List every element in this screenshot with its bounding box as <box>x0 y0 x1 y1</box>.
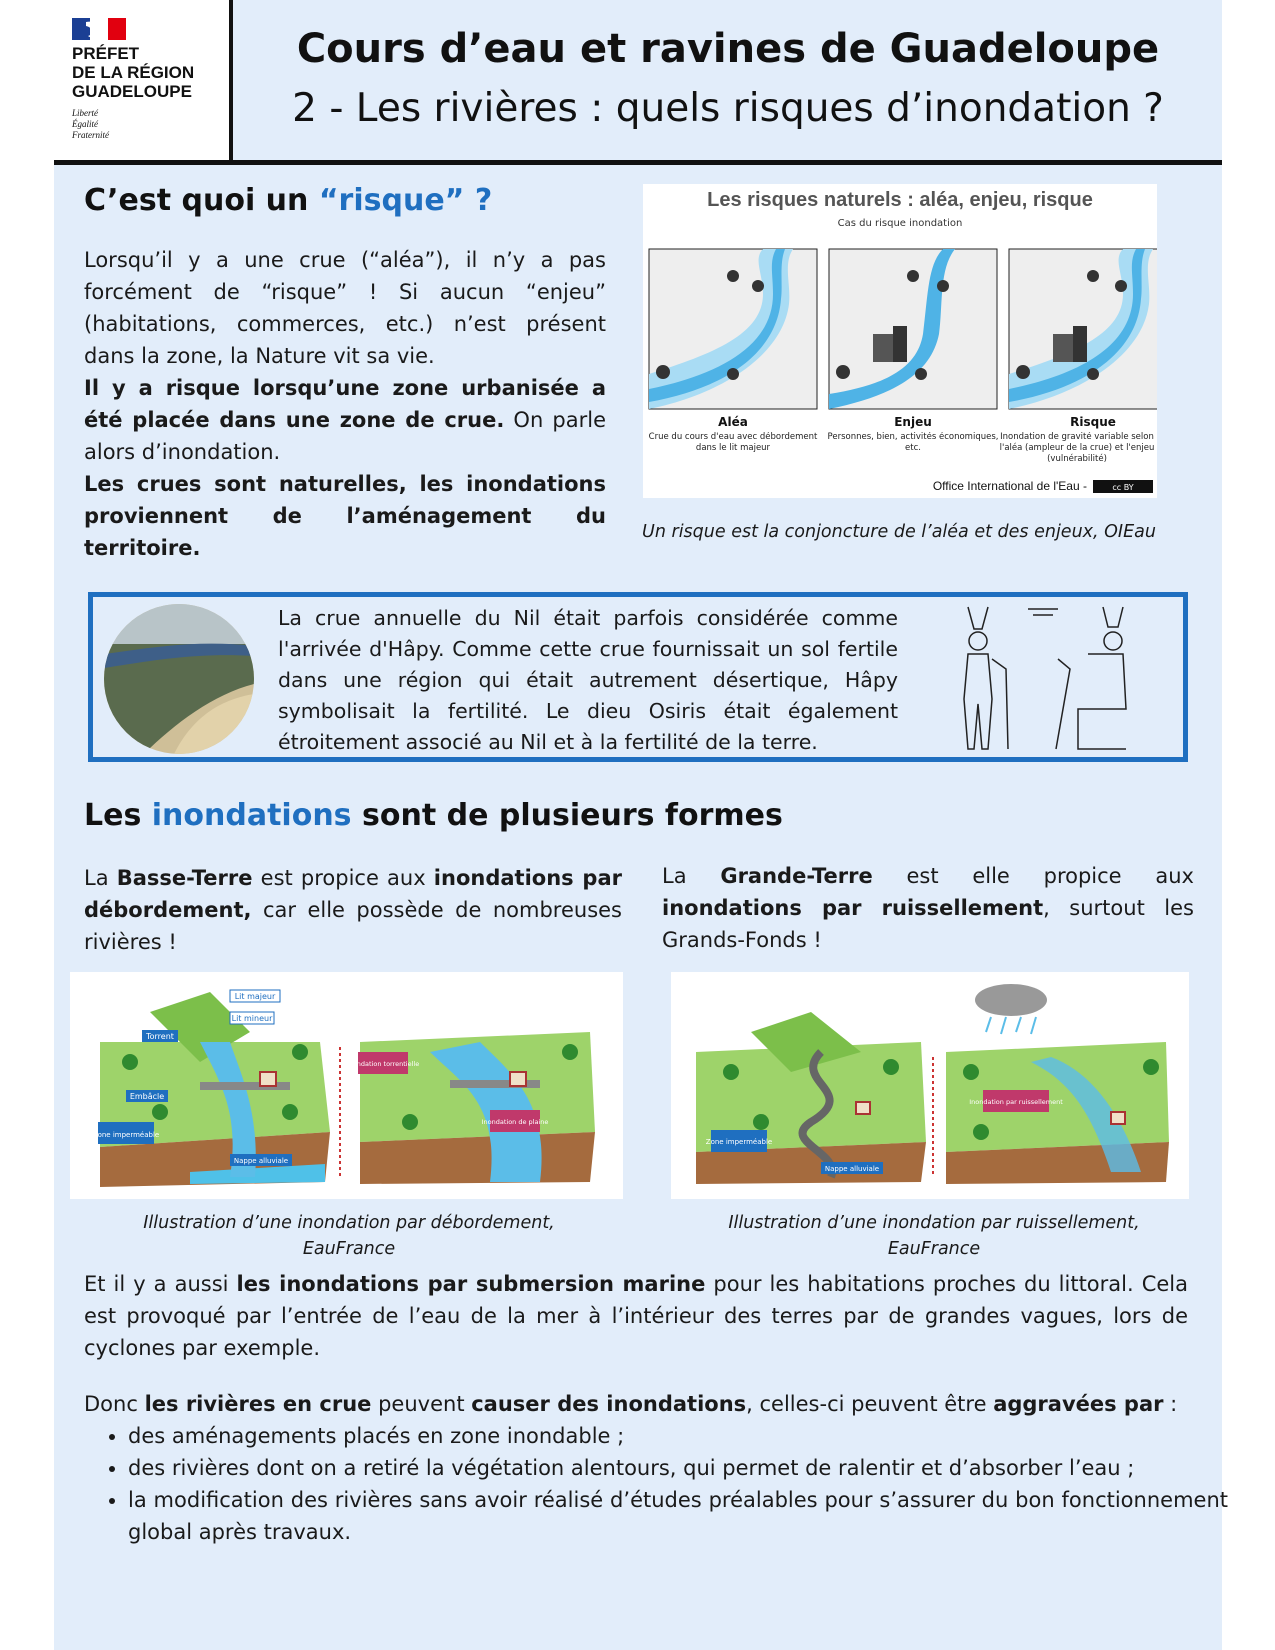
logo-motto <box>72 108 109 141</box>
bold-text: inondations par débordement, <box>84 866 622 922</box>
logo-line: GUADELOUPE <box>72 82 192 101</box>
risk-figure-subtitle: Cas du risque inondation <box>837 218 963 229</box>
risk-figure-title: Les risques naturels : aléa, enjeu, risque <box>707 189 1093 211</box>
block-right <box>946 984 1169 1184</box>
panel-alea <box>649 249 817 409</box>
panel-desc: Personnes, bien, activités économiques, etc. <box>827 432 999 453</box>
text: , celles-ci peuvent être <box>746 1392 994 1416</box>
bold-text: causer des inondations <box>471 1392 747 1416</box>
heading-highlight: “risque” ? <box>318 183 493 218</box>
egyptian-gods-illustration <box>948 599 1128 757</box>
ruissellement-illustration <box>671 972 1189 1199</box>
bold-text: Grande-Terre <box>720 864 873 888</box>
panel-desc: Inondation de gravité variable selon l'aléa (ampleur de la crue) et l'enjeu (vulnérabilité) <box>999 432 1155 464</box>
label-torrent: Torrent <box>146 1032 174 1041</box>
panel-enjeu <box>829 249 997 409</box>
risk-figure-credit: Office International de l'Eau - <box>932 479 1087 493</box>
label-inondation-plaine: Inondation de plaine <box>481 1118 549 1126</box>
list-item: • des rivières dont on a retiré la végétation alentours, qui permet de ralentir et d’absorber l’eau ; <box>128 1452 1228 1484</box>
label-lit-mineur: Lit mineur <box>231 1014 273 1023</box>
formes-heading <box>84 798 783 833</box>
risque-heading <box>84 183 492 218</box>
list-item: • des aménagements placés en zone inondable ; <box>128 1420 1228 1452</box>
panel-label: Enjeu <box>894 415 932 429</box>
label-lit-majeur: Lit majeur <box>234 992 276 1001</box>
list-item: • la modification des rivières sans avoir réalisé d’études préalables pour s’assurer du bon fonctionnement global après travaux. <box>128 1484 1228 1548</box>
page <box>54 0 1228 1650</box>
text: car elle possède de nombreuses rivières ! <box>84 898 622 954</box>
block-left <box>100 992 330 1187</box>
donc-text <box>84 1388 1188 1420</box>
block-left <box>696 1012 926 1184</box>
label-zone-impermeable: Zone imperméable <box>705 1138 773 1146</box>
text: peuvent <box>371 1392 472 1416</box>
debordement-illustration <box>70 972 623 1199</box>
bold-text: inondations par ruissellement <box>662 896 1044 920</box>
label-nappe-alluviale: Nappe alluviale <box>824 1165 880 1173</box>
bold-text: Il y a risque lorsqu’une zone urbanisée a été placée dans une zone de crue. <box>84 376 606 432</box>
cc-license-text: cc BY <box>1112 483 1134 492</box>
risque-paragraph: Lorsqu’il y a une crue (“aléa”), il n’y a pas forcément de “risque” ! Si aucun “enjeu” (habitations, commerces, etc.) n’est présent dans la zone, la Nature vit sa vie. <box>84 248 606 368</box>
panel-label: Aléa <box>718 415 748 429</box>
risque-paragraph <box>84 468 606 564</box>
text: , surtout les Grands-Fonds ! <box>662 896 1194 952</box>
nile-text: La crue annuelle du Nil était parfois considérée comme l'arrivée d'Hâpy. Comme cette crue fournissait un sol fertile dans une région qui était autrement désertique, Hâpy symbolisait la fertilité. Le dieu Osiris était également étroitement associé au Nil et à la fertilité de la terre. <box>278 606 898 754</box>
page-subtitle: 2 - Les rivières : quels risques d’inondation ? <box>292 86 1164 131</box>
text: : <box>1163 1392 1178 1416</box>
heading-text: sont de plusieurs formes <box>351 798 783 833</box>
debordement-figure <box>70 972 623 1199</box>
motto-line: Égalité <box>72 119 98 129</box>
bold-text: les inondations par submersion marine <box>236 1272 706 1296</box>
text: On parle alors d’inondation. <box>84 408 606 464</box>
text: pour les habitations proches du littoral. Cela est provoqué par l’entrée de l’eau de la mer à l’intérieur des terres par de grandes vagues, lors de cyclones par exemple. <box>84 1272 1188 1360</box>
risk-figure-caption: Un risque est la conjoncture de l’aléa et des enjeux, OIEau <box>642 522 1156 542</box>
risk-figure-art <box>643 184 1157 498</box>
ruissellement-figure <box>671 972 1189 1199</box>
risk-figure <box>643 184 1157 498</box>
panel-desc: Crue du cours d'eau avec débordement dans le lit majeur <box>648 432 818 453</box>
motto-line: Liberté <box>72 108 98 118</box>
heading-text: Les <box>84 798 152 833</box>
risque-paragraph <box>84 372 606 468</box>
heading-highlight: inondations <box>151 798 352 833</box>
ruissellement-caption: Illustration d’une inondation par ruissellement, EauFrance <box>728 1213 1140 1259</box>
bold-text: les rivières en crue <box>144 1392 372 1416</box>
grande-terre-text <box>662 860 1194 956</box>
marianne-flag-icon <box>72 18 126 40</box>
text: est elle propice aux <box>872 864 1194 888</box>
nile-callout <box>88 592 1188 762</box>
panel-risque <box>1009 249 1157 409</box>
text: Et il y a aussi <box>84 1272 237 1296</box>
bold-text: Basse-Terre <box>116 866 253 890</box>
debordement-caption: Illustration d’une inondation par débordement, EauFrance <box>143 1213 555 1259</box>
text: est propice aux <box>252 866 434 890</box>
header <box>54 0 1222 165</box>
bold-text: aggravées par <box>993 1392 1164 1416</box>
panel-label: Risque <box>1070 415 1116 429</box>
heading-text: C’est quoi un <box>84 183 319 218</box>
text: La <box>84 866 117 890</box>
label-inondation-torrentielle: Inondation torrentielle <box>346 1060 420 1068</box>
label-embacle: Embâcle <box>129 1092 165 1101</box>
nile-aerial-photo <box>104 604 254 754</box>
prefecture-logo <box>54 0 233 160</box>
motto-line: Fraternité <box>72 130 109 140</box>
logo-wordmark <box>72 44 194 101</box>
basse-terre-text <box>84 862 622 958</box>
label-nappe-alluviale: Nappe alluviale <box>233 1157 289 1165</box>
logo-line: PRÉFET <box>72 44 140 63</box>
label-zone-impermeable: Zone imperméable <box>92 1131 160 1139</box>
text: Donc <box>84 1392 145 1416</box>
aggravating-factors-list <box>88 1420 1228 1548</box>
page-title: Cours d’eau et ravines de Guadeloupe <box>296 26 1160 72</box>
logo-line: DE LA RÉGION <box>72 63 195 82</box>
label-inondation-ruissellement: Inondation par ruissellement <box>969 1098 1063 1106</box>
submersion-text <box>84 1268 1188 1364</box>
text: La <box>662 864 721 888</box>
bold-text: Les crues sont naturelles, les inondations proviennent de l’aménagement du territoire. <box>84 472 606 560</box>
risque-text <box>84 244 606 564</box>
